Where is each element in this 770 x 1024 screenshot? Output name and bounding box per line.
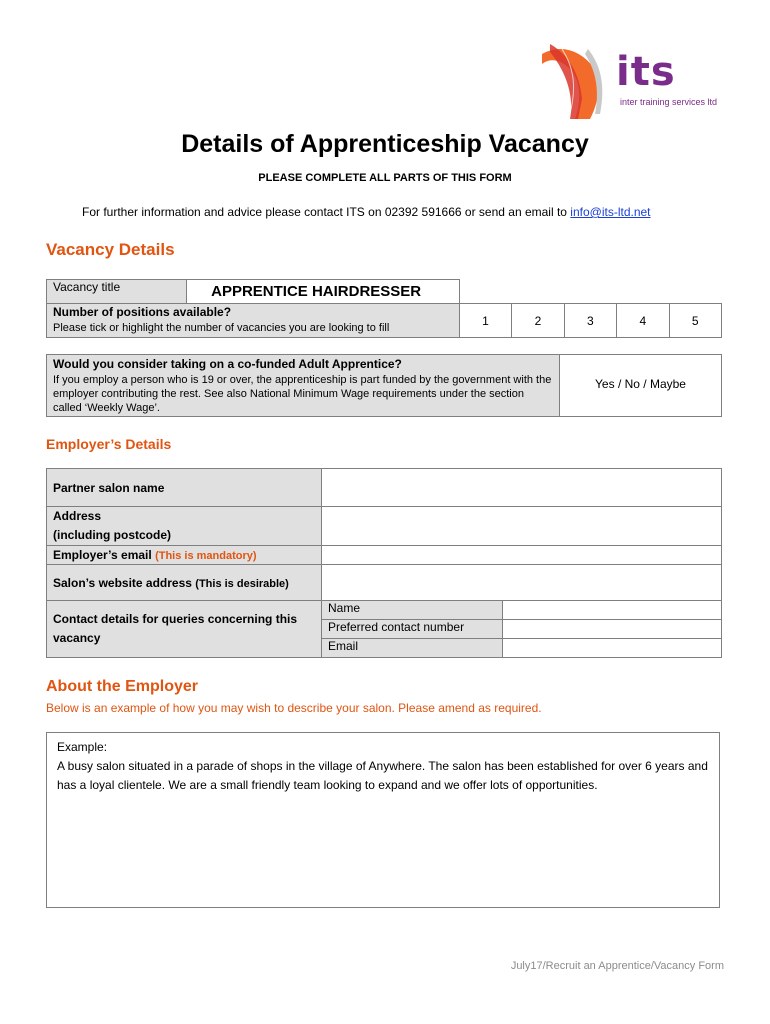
footer-reference: July17/Recruit an Apprentice/Vacancy Form (510, 960, 724, 972)
contact-email-input[interactable] (503, 639, 722, 658)
address-label-cell (47, 507, 322, 546)
website-note: (This is desirable) (195, 577, 289, 590)
preferred-number-label: Preferred contact number (322, 620, 503, 639)
partner-salon-input[interactable] (322, 469, 722, 507)
position-option-3[interactable]: 3 (564, 304, 616, 338)
employer-table (46, 468, 722, 658)
adult-apprentice-text: If you employ a person who is 19 or over, the apprenticeship is part funded by the government with the employer contributing the rest. See also National Minimum Wage requirements under the section called ‘Weekly Wage’. (53, 374, 552, 414)
contact-email-label: Email (322, 639, 503, 658)
website-label: Salon’s website address (53, 575, 192, 590)
adult-apprentice-cell (47, 355, 560, 417)
about-employer-textarea[interactable] (46, 732, 720, 908)
vacancy-table (46, 279, 722, 338)
employer-email-note: (This is mandatory) (155, 550, 257, 562)
page-title: Details of Apprenticeship Vacancy (181, 130, 589, 158)
form-instruction: PLEASE COMPLETE ALL PARTS OF THIS FORM (258, 172, 512, 184)
positions-hint: Please tick or highlight the number of vacancies you are looking to fill (53, 322, 390, 334)
address-label: Address (53, 509, 102, 523)
positions-cell (47, 304, 460, 338)
contact-text: For further information and advice please contact ITS on 02392 591666 or send an email to (82, 205, 571, 219)
contact-info (82, 205, 651, 219)
vacancy-title-value[interactable]: APPRENTICE HAIRDRESSER (187, 280, 460, 304)
website-label-cell (47, 565, 322, 601)
partner-salon-label: Partner salon name (47, 469, 322, 507)
address-input[interactable] (322, 507, 722, 546)
preferred-number-input[interactable] (503, 620, 722, 639)
contact-name-input[interactable] (503, 601, 722, 620)
employers-details-heading: Employer’s Details (46, 436, 172, 452)
position-option-2[interactable]: 2 (512, 304, 564, 338)
employer-email-input[interactable] (322, 546, 722, 565)
adult-apprentice-options[interactable]: Yes / No / Maybe (560, 355, 722, 417)
employer-email-label-cell (47, 546, 322, 565)
contact-details-label: Contact details for queries concerning this vacancy (47, 601, 322, 658)
employer-email-label: Employer’s email (53, 548, 152, 562)
logo-wordmark: its (616, 49, 676, 95)
address-label-postcode: (including postcode) (53, 528, 171, 542)
position-option-5[interactable]: 5 (669, 304, 722, 338)
vacancy-title-label: Vacancy title (47, 280, 187, 304)
website-input[interactable] (322, 565, 722, 601)
vacancy-details-heading: Vacancy Details (46, 240, 175, 259)
example-label: Example: (57, 740, 108, 754)
adult-apprentice-table (46, 354, 722, 417)
logo-subtitle: inter training services ltd (620, 97, 718, 107)
example-text: A busy salon situated in a parade of shops in the village of Anywhere. The salon has been established for over 6 years and has a loyal clientele. We are a small friendly team looking to expand and we offer lots of opportunities. (57, 759, 708, 792)
contact-email-link[interactable]: info@its-ltd.net (570, 205, 651, 219)
about-employer-heading: About the Employer (46, 678, 199, 695)
contact-name-label: Name (322, 601, 503, 620)
positions-label: Number of positions available? (53, 305, 232, 319)
position-option-4[interactable]: 4 (617, 304, 669, 338)
about-employer-intro: Below is an example of how you may wish to describe your salon. Please amend as required. (46, 701, 542, 715)
position-option-1[interactable]: 1 (459, 304, 511, 338)
adult-apprentice-label: Would you consider taking on a co-funded Adult Apprentice? (53, 357, 402, 371)
